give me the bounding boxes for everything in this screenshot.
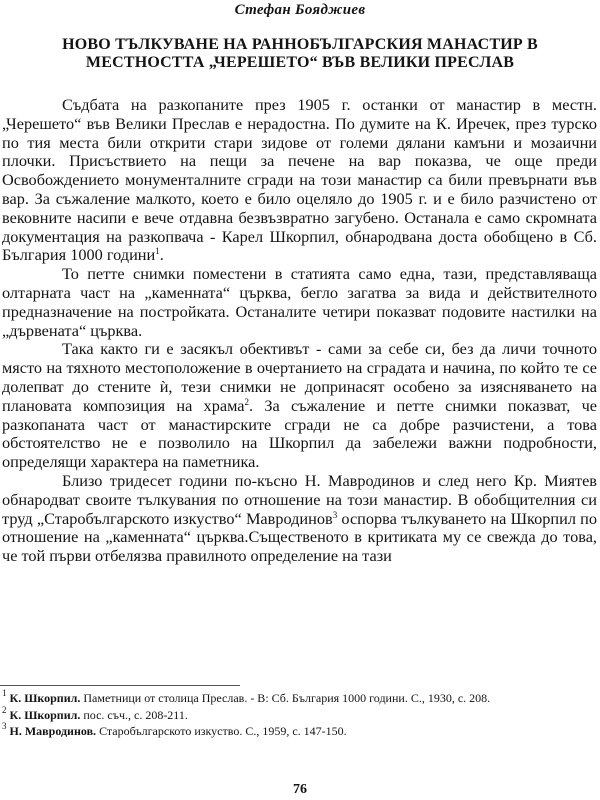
article-title	[0, 36, 600, 72]
paragraph-3	[2, 340, 597, 472]
paragraph-tail: . За съжаление и петте снимки показват, че разкопаната част от манастирските сгради не са добре разчистени, а това обстоятелство не е позволило на Шкорпил да забележи важни подробности, определящи характера на паметника.	[2, 395, 597, 472]
article-author: Стефан Бояджиев	[234, 2, 366, 18]
footnotes	[2, 690, 597, 740]
paragraph-text: Съдбата на разкопаните през 1905 г. останки от манастир в местн. „Черешето“ във Велики Преслав е нерадостна. По думите на К. Иречек, през турско по тия места били открити стари зидове от големи дялани камъни и мозаични плочки. Присъствието на пещи за печене на вар показва, че още преди Освобождението монументалните сгради на този манастир са били превърнати във вар. За съжаление малкото, което е било оцеляло до 1905 г. и е било разчистено от вековните насипи е вече отдавна безвъзвратно загубено. Останала е само скромната документация на разкопвача - Карел Шкорпил, обнародвана доста обобщено в Сб. България 1000 години	[2, 95, 597, 265]
footnote-ref: 3	[332, 509, 338, 520]
title-line-2: МЕСТНОСТТА „ЧЕРЕШЕТО“ ВЪВ ВЕЛИКИ ПРЕСЛАВ	[85, 54, 515, 71]
footnote-2	[2, 704, 597, 724]
paragraph-tail: .	[159, 245, 164, 265]
footnote-text: Старобългарското изкуство. С., 1959, с. 147-150.	[96, 724, 347, 738]
paragraph-4	[2, 472, 597, 566]
paragraph-text: То петте снимки поместени в статията само една, тази, представляваща олтарната част на „каменната“ църква, бегло загатва за вида и действителното предназначение на постройката. Останалите четири показват подовите настилки на „дървената“ църква.	[2, 264, 597, 340]
title-line-1: НОВО ТЪЛКУВАНЕ НА РАННОБЪЛГАРСКИЯ МАНАСТИР В	[62, 36, 538, 53]
paragraph-1	[2, 96, 597, 265]
footnote-text: пос. съч., с. 208-211.	[80, 707, 188, 722]
paragraph-2	[2, 265, 597, 340]
page-number: 76	[293, 782, 307, 797]
footnote-ref: 2	[244, 396, 249, 407]
footnote-text: Паметници от столица Преслав. - В: Сб. България 1000 години. С., 1930, с. 208.	[80, 691, 491, 705]
footnote-number: 2	[2, 704, 7, 715]
footnote-1	[2, 690, 597, 707]
footnote-author: К. Шкорпил.	[9, 707, 81, 722]
paragraph-tail: оспорва тълкуването на Шкорпил по отношение на „каменната“ църква.Същественото в критиката му се свежда до това, че той първи отбелязва правилното определение на тази	[2, 508, 598, 566]
footnote-author: Н. Мавродинов.	[9, 724, 97, 738]
paragraph-text: Така както ги е засякъл обективът - сами за себе си, без да личи точното място на тяхното местоположение в очертанието на сградата и начина, по който те се долепват до стените ѝ, тези снимки не допринасят особено за изясняването на плановата композиция на храма	[2, 339, 597, 415]
footnote-number: 3	[2, 721, 7, 731]
paragraph-text: Близо тридесет години по-късно Н. Мавродинов и след него Кр. Миятев обнародват своите тълкувания по отношение на този манастир. В обобщителния си труд „Старобългарското изкуство“ Мавродинов	[2, 470, 597, 528]
footnote-number: 1	[2, 688, 7, 698]
article-body	[2, 96, 597, 566]
footnote-3	[2, 723, 597, 740]
footnote-separator	[0, 685, 240, 686]
footnote-author: К. Шкорпил.	[9, 691, 81, 705]
footnote-ref: 1	[155, 246, 160, 257]
